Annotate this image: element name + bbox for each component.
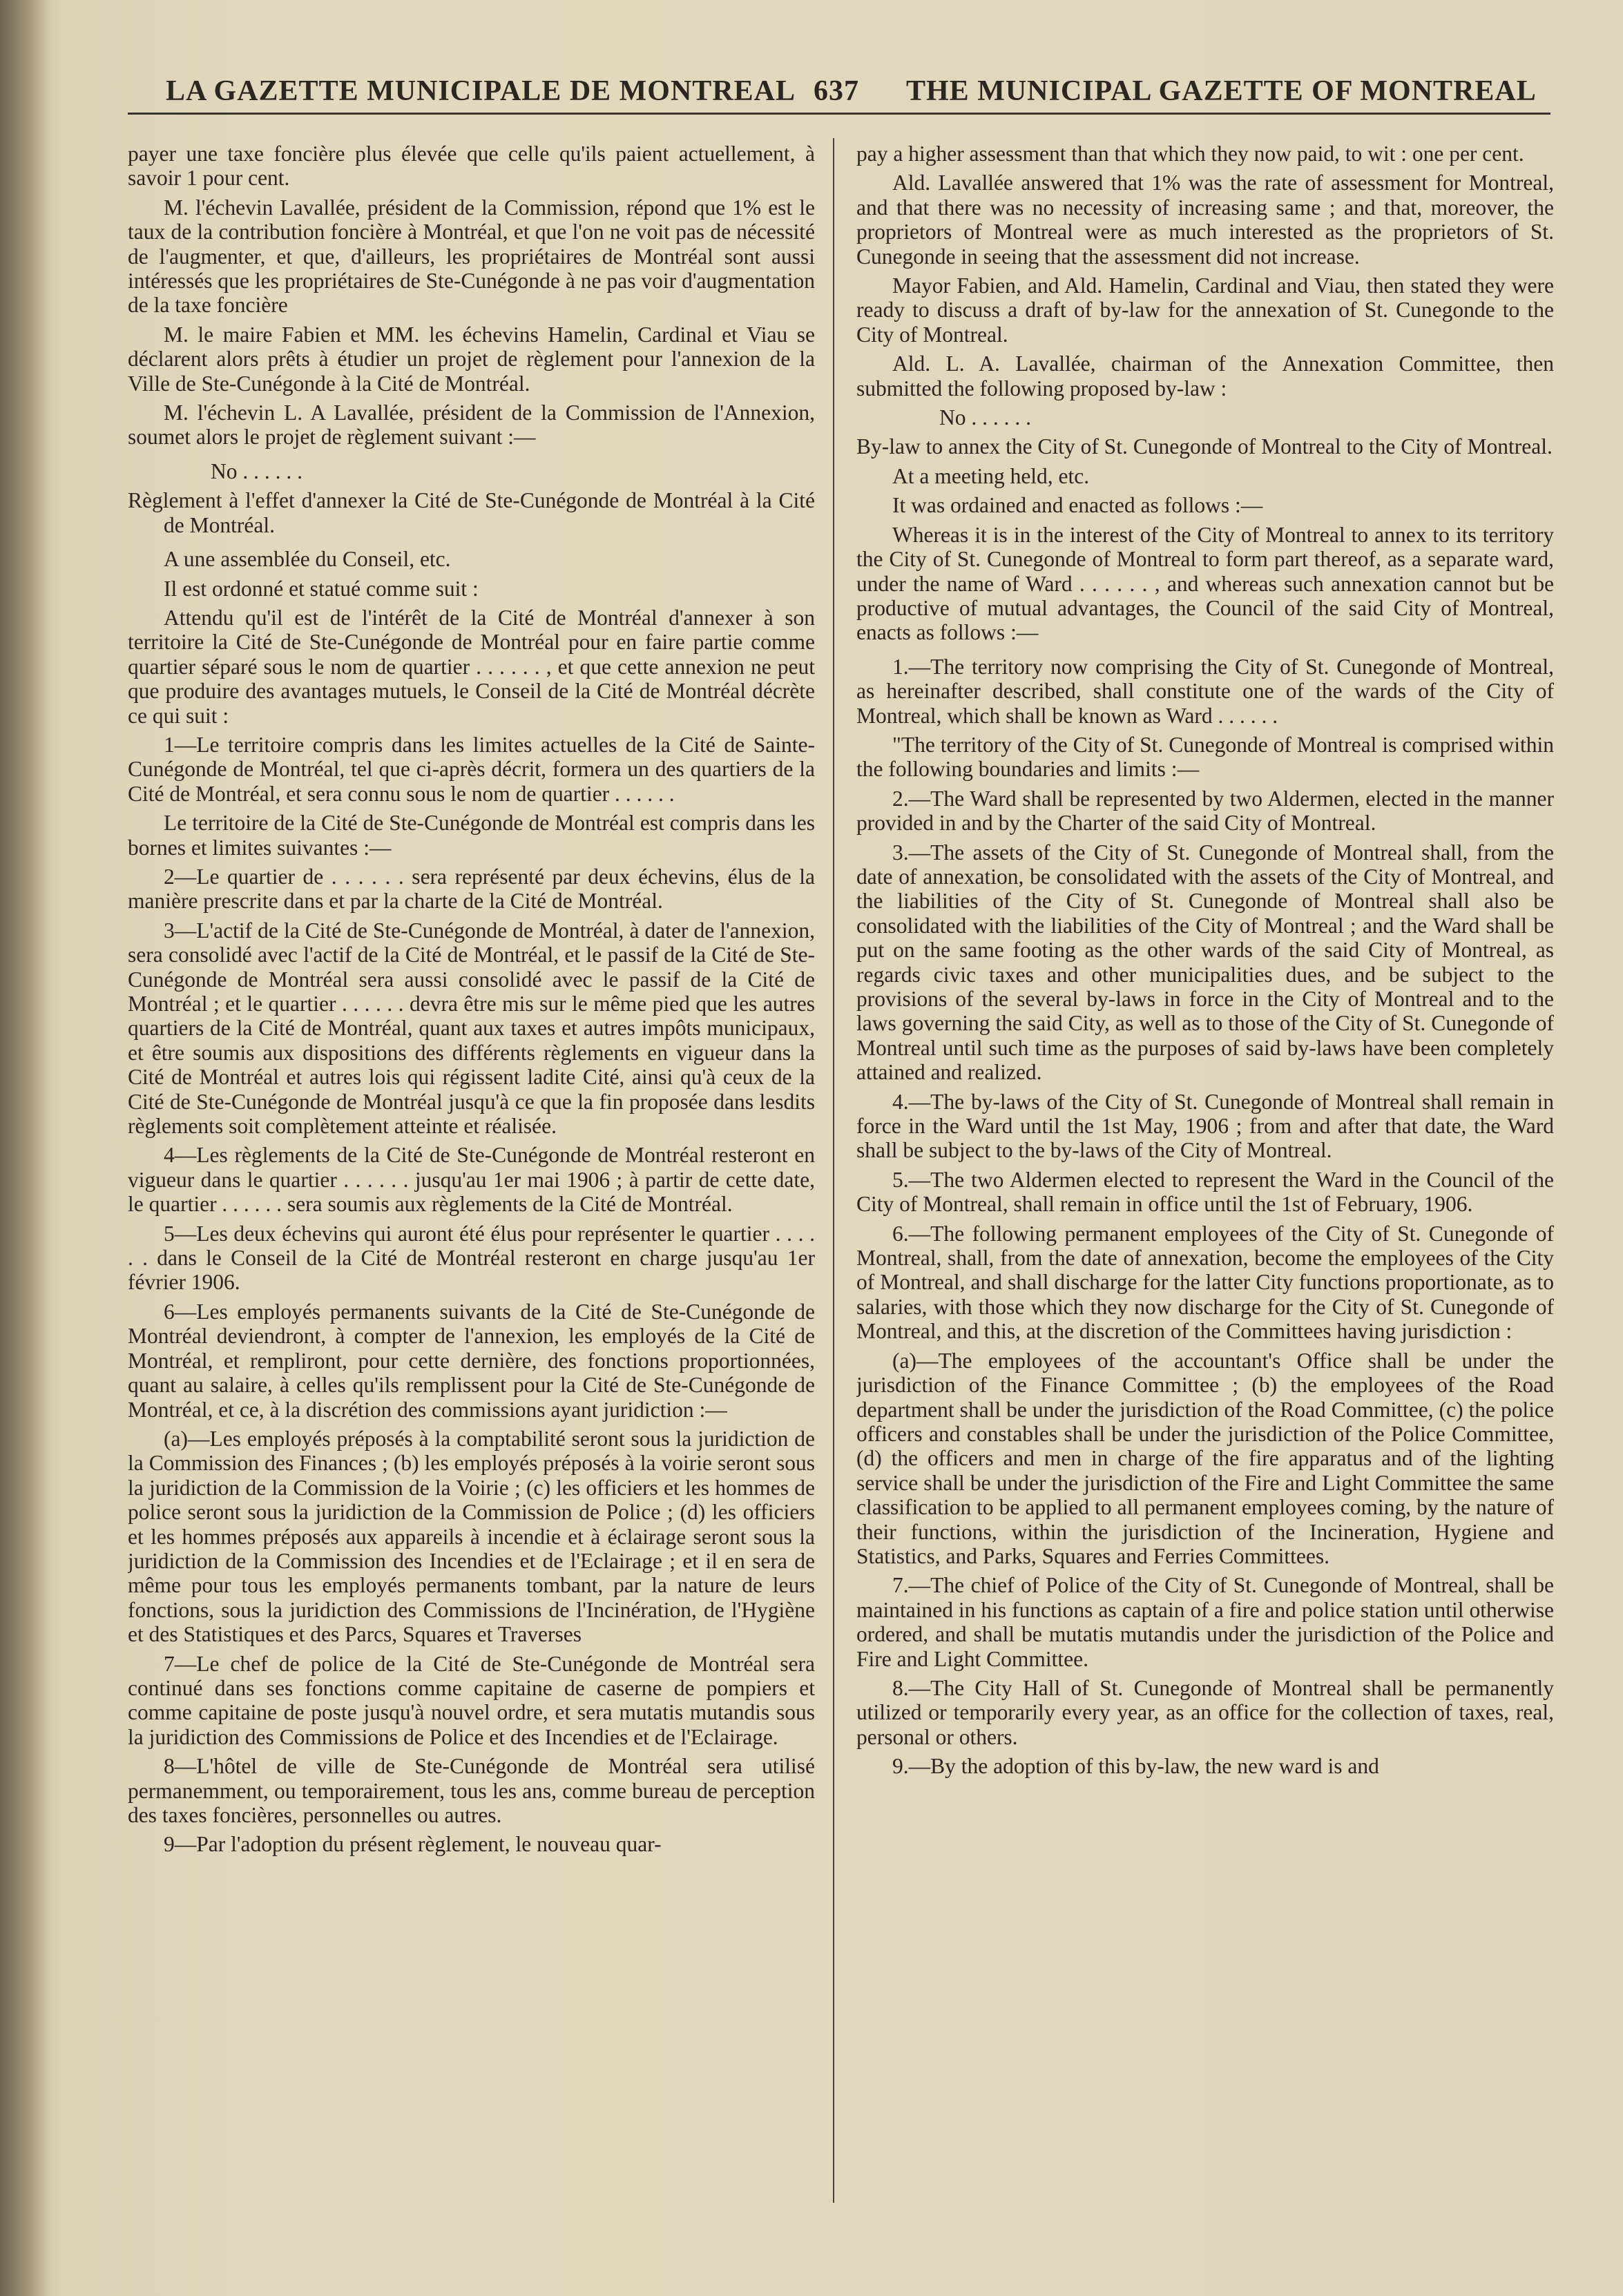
article: 7—Le chef de police de la Cité de Ste-Cunégonde de Montréal sera continué dans ses fonctions comme capitaine de caserne de pompiers et comme capitaine de poste jusqu'à nouvel ordre, et sera mutatis mutandis sous la juridiction des Commissions de Police et des Incendies et de l'Eclairage. (128, 1651, 815, 1749)
article: 5.—The two Aldermen elected to represent the Ward in the Council of the City of Montreal, shall remain in office until the 1st of February, 1906. (856, 1167, 1554, 1217)
header-english-title: THE MUNICIPAL GAZETTE OF MONTREAL (906, 75, 1537, 107)
bylaw-title: Règlement à l'effet d'annexer la Cité de Ste-Cunégonde de Montréal à la Cité de Montréal. (128, 488, 815, 537)
article: 3—L'actif de la Cité de Ste-Cunégonde de Montréal, à dater de l'annexion, sera consolidé avec l'actif de la Cité de Montréal, et le passif de la Cité de Ste-Cunégonde de Montréal sera aussi consolidé avec le passif de la Cité de Montréal ; et le quartier . . . . . . devra être mis sur le même pied que les autres quartiers de la Cité de Montréal, quant aux taxes et autres impôts municipaux, et être soumis aux dispositions des différents règlements en vigueur dans la Cité de Montréal et autres lois qui régissent ladite Cité, ainsi qu'à ceux de la Cité de Ste-Cunégonde de Montréal jusqu'à ce que la fin proposée dans lesdits règlements soit complètement atteinte et réalisée. (128, 918, 815, 1139)
paragraph: Mayor Fabien, and Ald. Hamelin, Cardinal and Viau, then stated they were ready to discuss a draft of by-law for the annexation of St. Cunegonde to the City of Montreal. (856, 273, 1554, 347)
paragraph: pay a higher assessment than that which they now paid, to wit : one per cent. (856, 142, 1524, 166)
paragraph: A une assemblée du Conseil, etc. (164, 547, 451, 572)
paragraph: "The territory of the City of St. Cunegonde of Montreal is comprised within the following boundaries and limits :— (856, 732, 1554, 782)
article: 6.—The following permanent employees of the City of St. Cunegonde of Montreal, shall, from the date of annexation, become the employees of the City of Montreal, and shall discharge for the latter City functions proportionate, as to salaries, with those which they now discharge for the City of St. Cunegonde of Montreal, and this, at the discretion of the Committees having jurisdiction : (856, 1221, 1554, 1344)
page-header (166, 75, 1540, 109)
bylaw-title: By-law to annex the City of St. Cunegonde of Montreal to the City of Montreal. (856, 434, 1553, 459)
paragraph: Le territoire de la Cité de Ste-Cunégonde de Montréal est compris dans les bornes et limites suivantes :— (128, 811, 815, 860)
article: 1.—The territory now comprising the City of St. Cunegonde of Montreal, as hereinafter described, shall constitute one of the wards of the City of Montreal, which shall be known as Ward . . . . . . (856, 654, 1554, 728)
paragraph: Ald. Lavallée answered that 1% was the rate of assessment for Montreal, and that there was no necessity of increasing same ; and that, moreover, the proprietors of Montreal were as much interested as the proprietors of St. Cunegonde in seeing that the assessment did not increase. (856, 171, 1554, 269)
article: (a)—The employees of the accountant's Office shall be under the jurisdiction of the Finance Committee ; (b) the employees of the Road department shall be under the jurisdiction of the Road Committee, (c) the police officers and constables shall be under the jurisdiction of the Police Committee, (d) the officers and men in charge of the fire apparatus and of the lighting service shall be under the jurisdiction of the Fire and Light Committee the same classification to be applied to all permanent employees coming, by the nature of their functions, within the jurisdiction of the Incineration, Hygiene and Statistics, and Parks, Squares and Ferries Committees. (856, 1348, 1554, 1568)
paragraph: It was ordained and enacted as follows :— (892, 493, 1263, 518)
article: 3.—The assets of the City of St. Cunegonde of Montreal shall, from the date of annexation, be consolidated with the assets of the City of Montreal, and the liabilities of the City of St. Cunegonde of Montreal shall also be consolidated with the liabilities of the City of Montreal ; and the Ward shall be put on the same footing as the other wards of the said City of Montreal, as regards civic taxes and other municipalities dues, and be subject to the provisions of the several by-laws in force in the City of Montreal and to the laws governing the said City, as well as to those of the City of St. Cunegonde of Montreal until such time as the purposes of said by-laws have been completely attained and realized. (856, 840, 1554, 1085)
bylaw-number: No . . . . . . (211, 459, 302, 483)
article: 8.—The City Hall of St. Cunegonde of Montreal shall be permanently utilized or temporarily every year, as an office for the collection of taxes, real, personal or others. (856, 1675, 1554, 1749)
paragraph: At a meeting held, etc. (892, 463, 1090, 488)
paragraph: payer une taxe foncière plus élevée que celle qu'ils paient actuellement, à savoir 1 pour cent. (128, 142, 815, 191)
book-spine-shadow (0, 0, 48, 2296)
paragraph: Whereas it is in the interest of the City of Montreal to annex to its territory the City of St. Cunegonde of Montreal to form part thereof, as a separate ward, under the name of Ward . . . . . . , and whereas such annexation cannot but be productive of mutual advantages, the Council of the said City of Montreal, enacts as follows :— (856, 522, 1554, 645)
paragraph: Ald. L. A. Lavallée, chairman of the Annexation Committee, then submitted the following proposed by-law : (856, 351, 1554, 401)
article: 4—Les règlements de la Cité de Ste-Cunégonde de Montréal resteront en vigueur dans le quartier . . . . . . jusqu'au 1er mai 1906 ; à partir de cette date, le quartier . . . . . . sera soumis aux règlements de la Cité de Montréal. (128, 1143, 815, 1217)
article: 6—Les employés permanents suivants de la Cité de Ste-Cunégonde de Montréal deviendront, à compter de l'annexion, les employés de la Cité de Montréal, et rempliront, pour cette dernière, des fonctions proportionnées, quant au salaire, à celles qu'ils remplissent pour la Cité de Ste-Cunégonde de Montréal, et ce, à la discrétion des commissions ayant juridiction :— (128, 1299, 815, 1422)
paragraph: M. l'échevin Lavallée, président de la Commission, répond que 1% est le taux de la contribution foncière à Montréal, et que l'on ne voit pas de nécessité de l'augmenter, et que, d'ailleurs, les propriétaires de Montréal sont aussi intéressés que les propriétaires de Ste-Cunégonde à ne pas voir d'augmentation de la taxe foncière (128, 195, 815, 318)
article: 9—Par l'adoption du présent règlement, le nouveau quar- (164, 1832, 662, 1857)
paragraph: Il est ordonné et statué comme suit : (164, 576, 479, 601)
article: 8—L'hôtel de ville de Ste-Cunégonde de Montréal sera utilisé permanemment, ou temporairement, tous les ans, comme bureau de perception des taxes foncières, personnelles ou autres. (128, 1754, 815, 1827)
paragraph: M. l'échevin L. A Lavallée, président de la Commission de l'Annexion, soumet alors le projet de règlement suivant :— (128, 401, 815, 450)
article: 7.—The chief of Police of the City of St. Cunegonde of Montreal, shall be maintained in his functions as captain of a fire and police station until otherwise ordered, and shall be mutatis mutandis under the jurisdiction of the Police and Fire and Light Committee. (856, 1573, 1554, 1671)
article: 2.—The Ward shall be represented by two Aldermen, elected in the manner provided in and by the Charter of the said City of Montreal. (856, 786, 1554, 836)
article: 1—Le territoire compris dans les limites actuelles de la Cité de Sainte-Cunégonde de Montréal, tel que ci-après décrit, formera un des quartiers de la Cité de Montréal, et sera connu sous le nom de quartier . . . . . . (128, 732, 815, 806)
english-column (856, 142, 1554, 2289)
article: 2—Le quartier de . . . . . . sera représenté par deux échevins, élus de la manière prescrite dans et par la charte de la Cité de Montréal. (128, 864, 815, 914)
article: 9.—By the adoption of this by-law, the new ward is and (892, 1754, 1379, 1779)
page-number: 637 (814, 75, 859, 107)
header-french-title: LA GAZETTE MUNICIPALE DE MONTREAL (166, 75, 796, 107)
header-rule (128, 113, 1550, 115)
french-column (128, 142, 815, 2289)
bylaw-number: No . . . . . . (939, 405, 1031, 430)
paragraph: M. le maire Fabien et MM. les échevins Hamelin, Cardinal et Viau se déclarent alors prêts à étudier un projet de règlement pour l'annexion de la Ville de Ste-Cunégonde à la Cité de Montréal. (128, 322, 815, 396)
article: (a)—Les employés préposés à la comptabilité seront sous la juridiction de la Commission des Finances ; (b) les employés préposés à la voirie seront sous la juridiction de la Commission de la Voirie ; (c) les officiers et les hommes de police seront sous la juridiction de la Commission de Police ; (d) les officiers et les hommes préposés aux appareils à incendie et à éclairage seront sous la juridiction de la Commission des Incendies et de l'Eclairage ; et il en sera de même pour tous les employés permanents tombant, par la nature de leurs fonctions, sous la juridiction des Commissions de l'Incinération, de l'Hygiène et des Statistiques et des Parcs, Squares et Traverses (128, 1426, 815, 1647)
paragraph: Attendu qu'il est de l'intérêt de la Cité de Montréal d'annexer à son territoire la Cité de Ste-Cunégonde de Montréal pour en faire partie comme quartier séparé sous le nom de quartier . . . . . . , et que cette annexion ne peut que produire des avantages mutuels, le Conseil de la Cité de Montréal décrète ce qui suit : (128, 605, 815, 728)
column-divider (833, 138, 834, 2203)
article: 5—Les deux échevins qui auront été élus pour représenter le quartier . . . . . . dans le Conseil de la Cité de Montréal resteront en charge jusqu'au 1er février 1906. (128, 1221, 815, 1295)
article: 4.—The by-laws of the City of St. Cunegonde of Montreal shall remain in force in the Ward until the 1st May, 1906 ; from and after that date, the Ward shall be subject to the by-laws of the City of Montreal. (856, 1089, 1554, 1163)
